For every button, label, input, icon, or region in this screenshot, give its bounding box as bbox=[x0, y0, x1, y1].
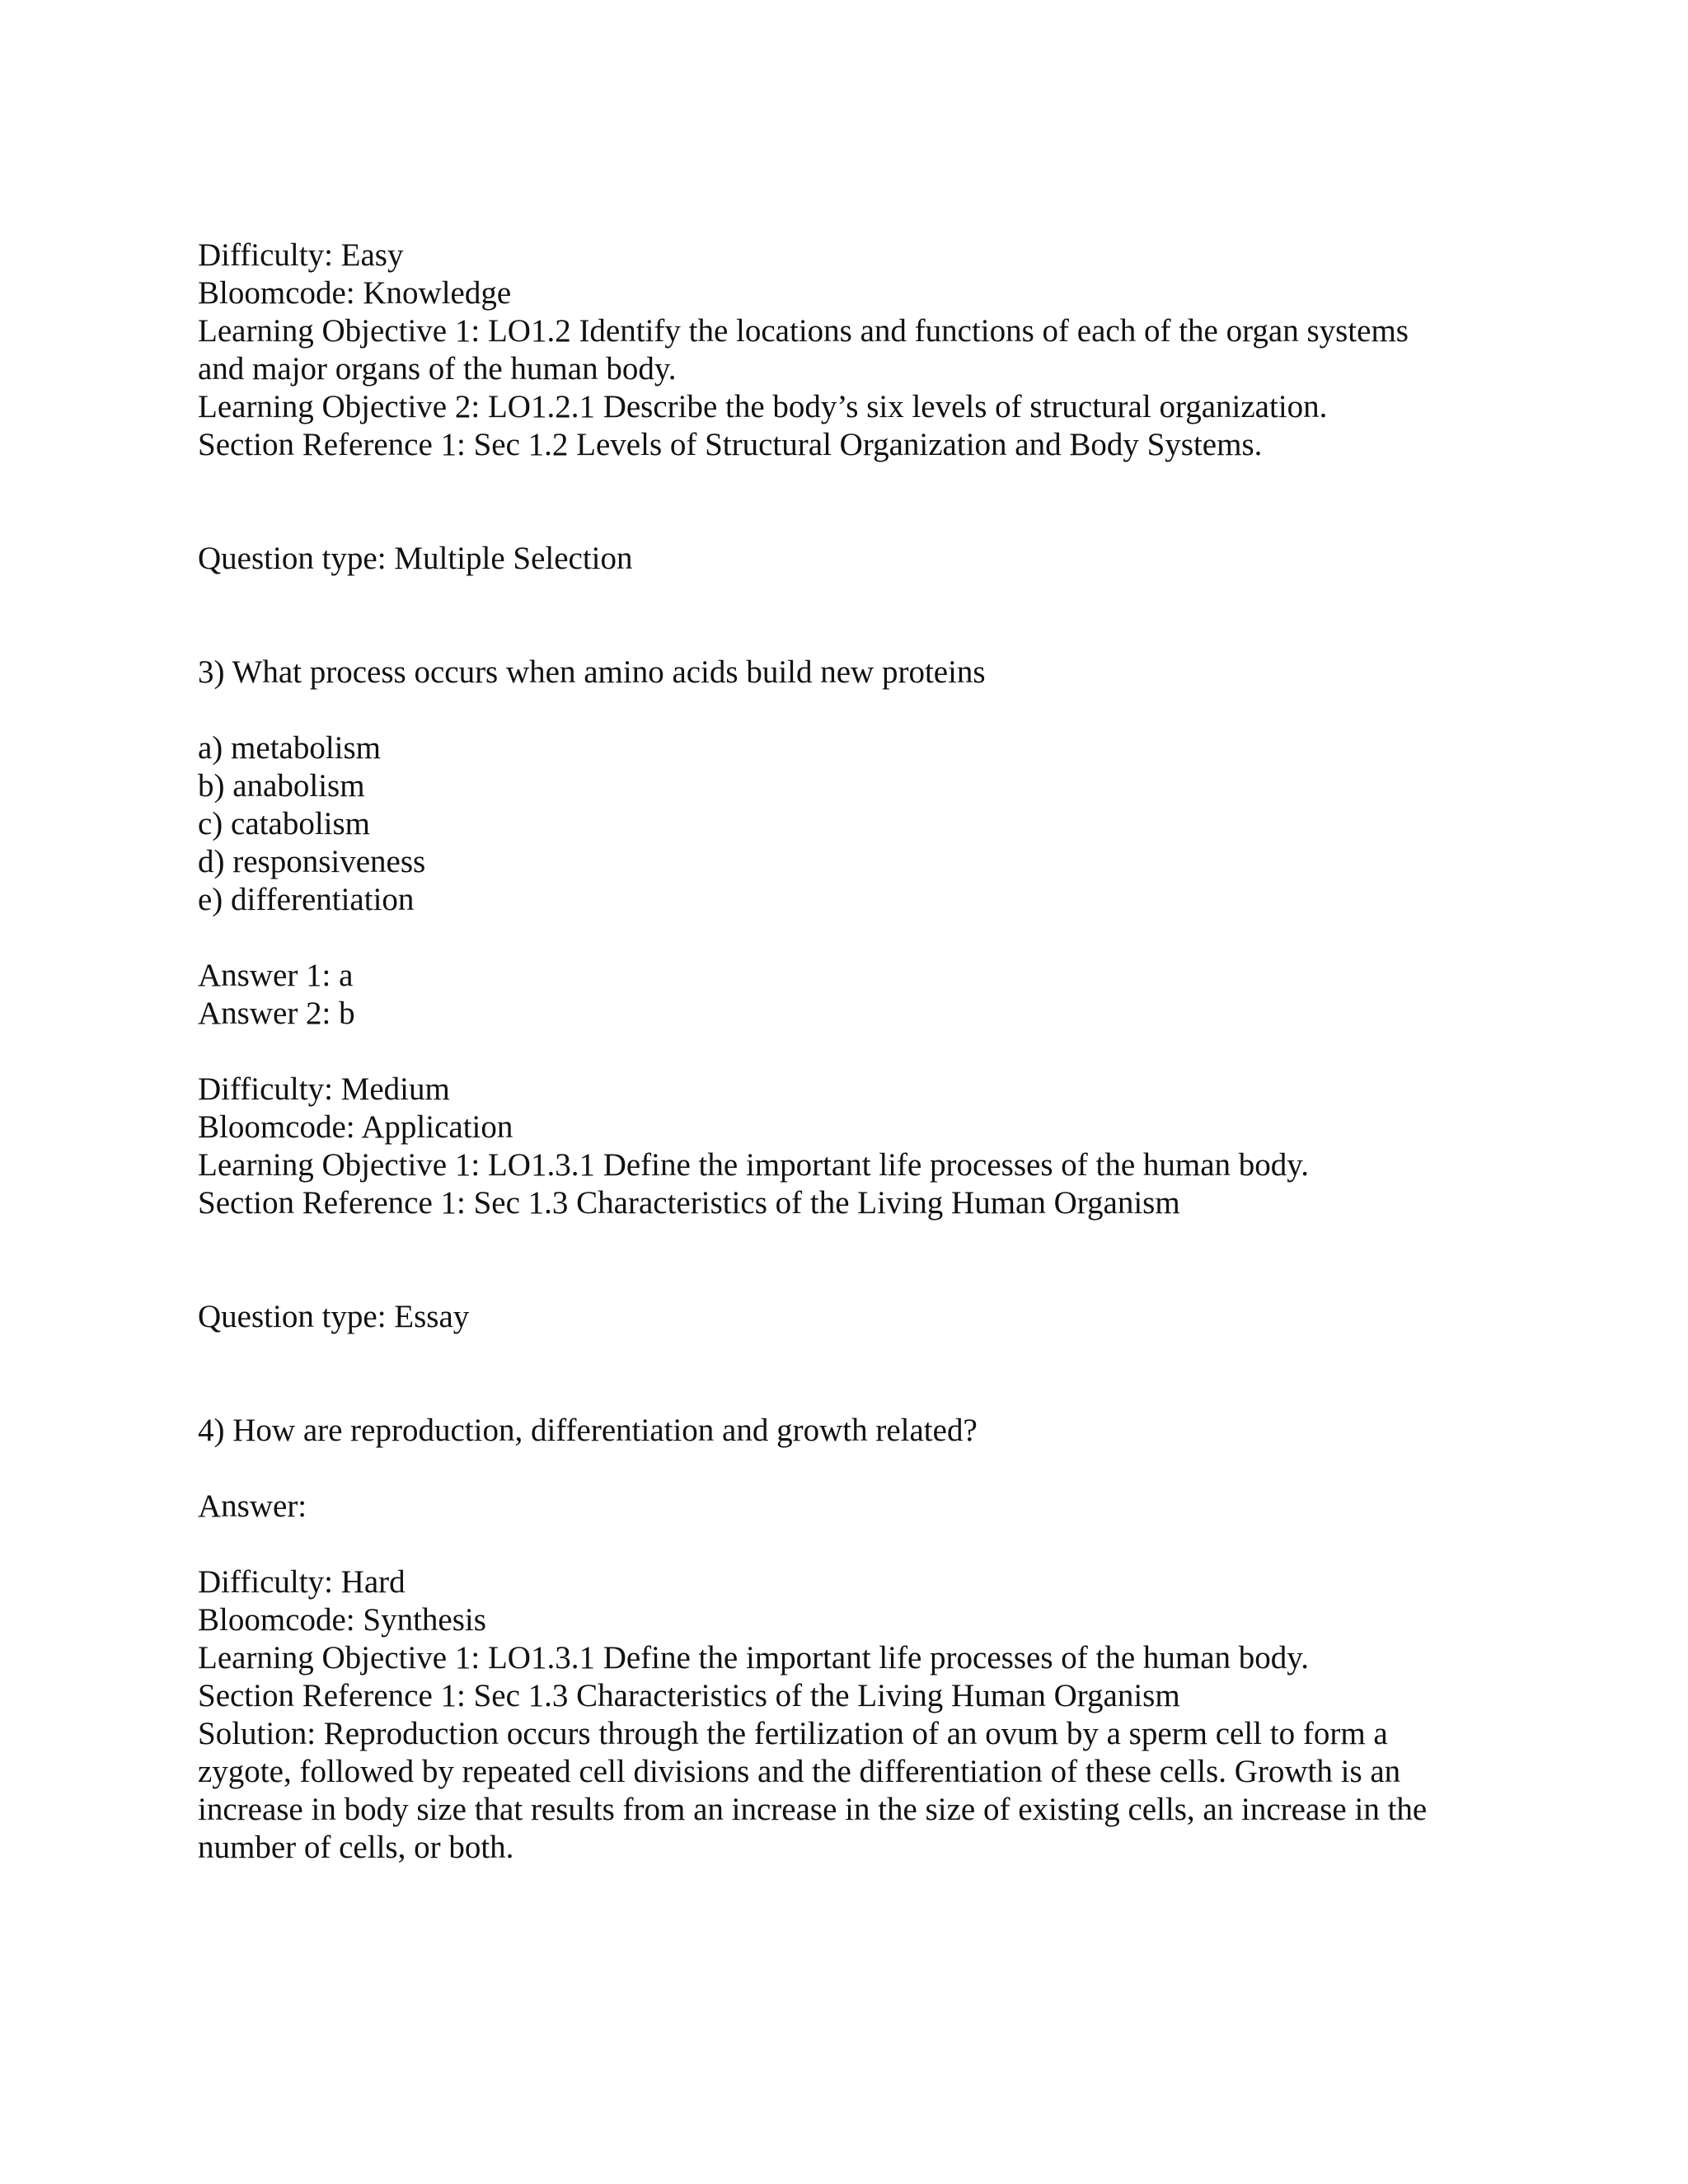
option-d: d) responsiveness bbox=[198, 844, 426, 879]
spacer bbox=[198, 1450, 1484, 1488]
answer-label: Answer: bbox=[198, 1488, 307, 1524]
spacer bbox=[198, 1526, 1484, 1563]
spacer bbox=[198, 691, 1484, 729]
question-type-essay: Question type: Essay bbox=[198, 1299, 470, 1334]
solution-paragraph: Solution: Reproduction occurs through the fertilization of an ovum by a sperm cell to form a zygote, followed by repeated cell divisions and the differentiation of these cells. Growth is an increase in body size that results from an increase in the size of existing cells, an increase in the number of cells, or both. bbox=[198, 1716, 1428, 1865]
learning-objective-1: Learning Objective 1: LO1.3.1 Define the important life processes of the human body. bbox=[198, 1147, 1309, 1183]
learning-objective-1: Learning Objective 1: LO1.3.1 Define the important life processes of the human body. bbox=[198, 1640, 1309, 1675]
bloomcode-knowledge: Bloomcode: Knowledge bbox=[198, 275, 512, 311]
bloomcode-synthesis: Bloomcode: Synthesis bbox=[198, 1602, 486, 1638]
question-4-prompt: 4) How are reproduction, differentiation and growth related? bbox=[198, 1413, 978, 1448]
section-reference-1: Section Reference 1: Sec 1.3 Characteristics of the Living Human Organism bbox=[198, 1185, 1180, 1221]
question-type-multiple-selection: Question type: Multiple Selection bbox=[198, 541, 633, 576]
question-3-prompt: 3) What process occurs when amino acids build new proteins bbox=[198, 654, 986, 690]
learning-objective-2: Learning Objective 2: LO1.2.1 Describe the body’s six levels of structural organization. bbox=[198, 389, 1328, 424]
spacer bbox=[198, 1336, 1484, 1412]
learning-objective-1-line-2: and major organs of the human body. bbox=[198, 351, 677, 387]
learning-objective-1-line-1: Learning Objective 1: LO1.2 Identify the locations and functions of each of the organ systems bbox=[198, 313, 1409, 349]
document-body bbox=[198, 237, 1484, 1867]
section-reference-1: Section Reference 1: Sec 1.3 Characteristics of the Living Human Organism bbox=[198, 1678, 1180, 1713]
option-c: c) catabolism bbox=[198, 806, 370, 841]
option-a: a) metabolism bbox=[198, 730, 382, 766]
spacer bbox=[198, 1222, 1484, 1298]
spacer bbox=[198, 919, 1484, 957]
spacer bbox=[198, 1033, 1484, 1071]
answer-1: Answer 1: a bbox=[198, 958, 354, 993]
option-b: b) anabolism bbox=[198, 768, 365, 804]
spacer bbox=[198, 578, 1484, 654]
answer-2: Answer 2: b bbox=[198, 996, 355, 1031]
difficulty-medium: Difficulty: Medium bbox=[198, 1071, 450, 1107]
spacer bbox=[198, 464, 1484, 540]
difficulty-hard: Difficulty: Hard bbox=[198, 1564, 406, 1600]
difficulty-easy: Difficulty: Easy bbox=[198, 237, 404, 273]
bloomcode-application: Bloomcode: Application bbox=[198, 1109, 513, 1145]
section-reference-1: Section Reference 1: Sec 1.2 Levels of Structural Organization and Body Systems. bbox=[198, 427, 1263, 462]
option-e: e) differentiation bbox=[198, 882, 415, 917]
